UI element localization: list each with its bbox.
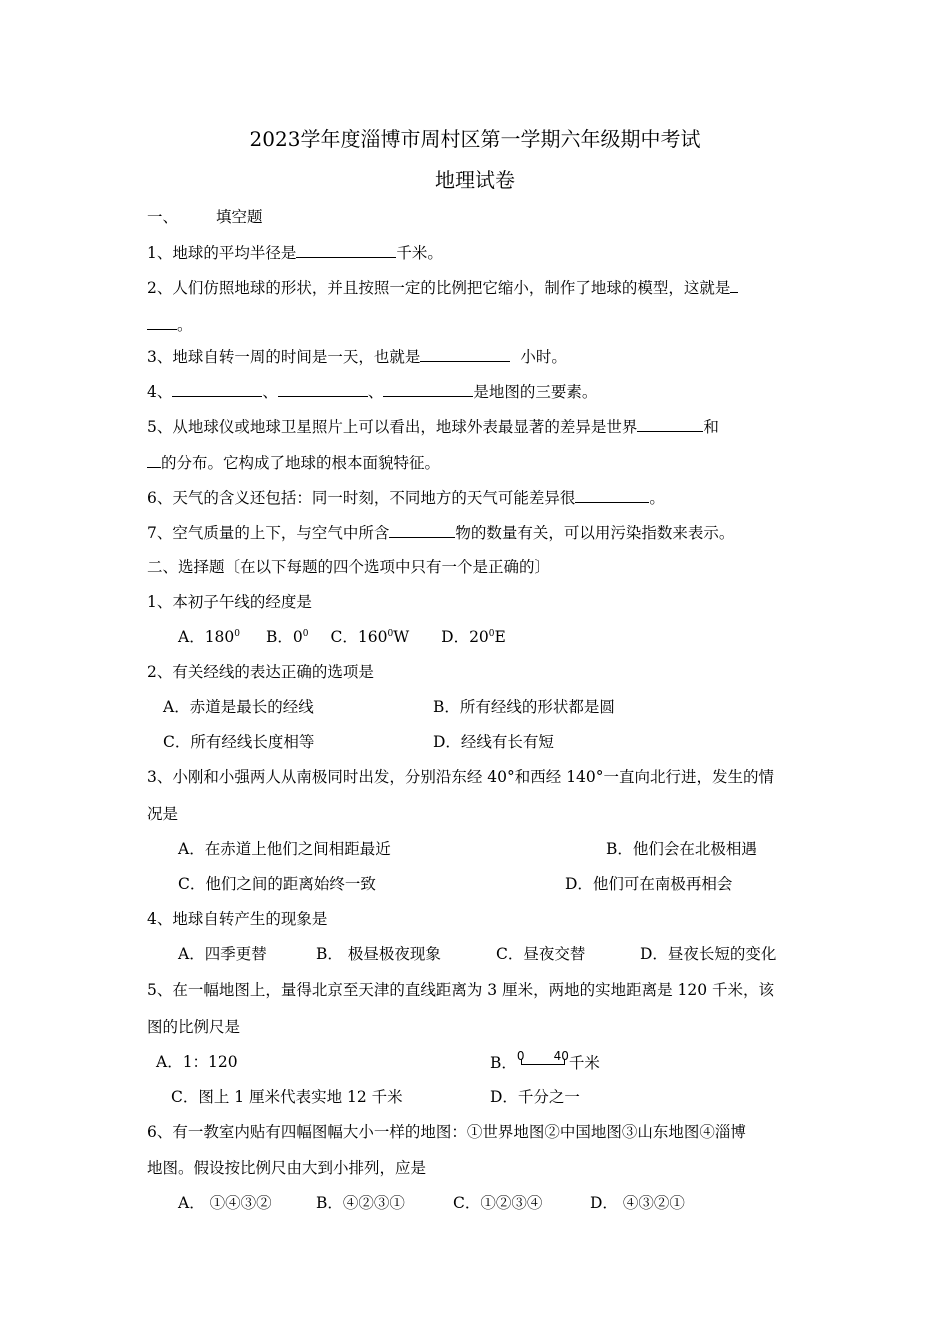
s2-q1-options (178, 627, 506, 647)
s1-q7-text: 7、空气质量的上下，与空气中所含 (147, 524, 390, 542)
option-b[interactable] (490, 1049, 600, 1073)
s1-q4-post: 是地图的三要素。 (473, 383, 598, 401)
answer-blank[interactable] (637, 416, 703, 432)
s1-q1-post: 千米。 (396, 244, 443, 262)
option-b-unit: 千米 (568, 1054, 600, 1072)
s1-question-4 (147, 381, 597, 402)
option-b[interactable]: B．$0^0$ (266, 628, 309, 646)
s1-q6-post: 。 (649, 489, 665, 507)
s2-q5-stem-cont: 图的比例尺是 (147, 1018, 241, 1036)
answer-blank[interactable] (383, 381, 473, 397)
exam-subtitle: 地理试卷 (435, 168, 515, 192)
s2-q3-stem-cont: 况是 (147, 805, 179, 823)
s1-question-5-cont (147, 452, 440, 473)
s1-question-7 (147, 522, 734, 543)
section1-heading-text: 填空题 (216, 208, 263, 226)
option-a[interactable]: A．赤道是最长的经线 (163, 698, 314, 716)
s1-question-2-cont (147, 314, 193, 335)
s2-q4-stem: 4、地球自转产生的现象是 (147, 910, 328, 928)
s1-q2-text: 2、人们仿照地球的形状，并且按照一定的比例把它缩小，制作了地球的模型，这就是 (147, 279, 731, 297)
s1-question-1 (147, 242, 443, 263)
answer-blank[interactable] (147, 452, 161, 468)
s1-q3-post: 小时。 (520, 348, 567, 366)
option-c[interactable]: C．图上 1 厘米代表实地 12 千米 (171, 1088, 403, 1106)
option-a[interactable]: A．四季更替 (178, 945, 267, 963)
option-c[interactable]: C．所有经线长度相等 (163, 733, 315, 751)
s1-q7-post: 物的数量有关，可以用污染指数来表示。 (455, 524, 735, 542)
s2-q6-stem: 6、有一教室内贴有四幅图幅大小一样的地图：①世界地图②中国地图③山东地图④淄博 (147, 1123, 746, 1141)
s1-q4-sep: 、 (262, 383, 278, 401)
answer-blank[interactable] (147, 314, 177, 330)
option-d[interactable]: D．千分之一 (490, 1088, 580, 1106)
option-b-label: B． (490, 1054, 517, 1072)
option-b[interactable]: B． 极昼极夜现象 (316, 945, 441, 963)
s2-q1-stem: 1、本初子午线的经度是 (147, 593, 312, 611)
s1-q5-text: 5、从地球仪或地球卫星照片上可以看出，地球外表最显著的差异是世界 (147, 418, 638, 436)
answer-blank[interactable] (296, 242, 396, 258)
s1-question-3 (147, 346, 567, 367)
s1-q5-post: 和 (703, 418, 719, 436)
section2-heading: 二、选择题〔在以下每题的四个选项中只有一个是正确的〕 (147, 558, 551, 576)
s1-q2-cont: 。 (177, 316, 193, 334)
s1-q4-sep: 、 (367, 383, 384, 401)
section1-heading (147, 207, 263, 227)
answer-blank[interactable] (420, 346, 510, 362)
option-d[interactable]: D．$20^0E$ (441, 628, 506, 646)
option-b[interactable]: B．所有经线的形状都是圆 (433, 698, 615, 716)
s2-q2-stem: 2、有关经线的表达正确的选项是 (147, 663, 374, 681)
option-c[interactable]: C．①②③④ (453, 1194, 543, 1212)
option-c[interactable]: C．昼夜交替 (496, 945, 586, 963)
s1-question-2 (147, 277, 738, 298)
option-a[interactable]: A．1：120 (156, 1053, 238, 1071)
option-a[interactable]: A．在赤道上他们之间相距最近 (178, 840, 391, 858)
s1-q3-text: 3、地球自转一周的时间是一天，也就是 (147, 348, 421, 366)
option-b[interactable]: B．④②③① (316, 1194, 405, 1212)
s1-question-5 (147, 416, 719, 437)
section1-heading-num: 一、 (147, 208, 179, 226)
option-d[interactable]: D．他们可在南极再相会 (565, 875, 733, 893)
option-c[interactable]: C．他们之间的距离始终一致 (178, 875, 376, 893)
option-d[interactable]: D． ④③②① (590, 1194, 685, 1212)
s1-q6-text: 6、天气的含义还包括：同一时刻，不同地方的天气可能差异很 (147, 489, 576, 507)
option-b[interactable]: B．他们会在北极相遇 (606, 840, 757, 858)
line-scale-bar: 0 40 (516, 1049, 569, 1063)
answer-blank[interactable] (389, 522, 455, 538)
s2-q5-stem: 5、在一幅地图上，量得北京至天津的直线距离为 3 厘米，两地的实地距离是 120 千米，该 (147, 981, 775, 999)
option-d[interactable]: D．经线有长有短 (433, 733, 554, 751)
option-a[interactable]: A．$180^0$ (178, 628, 241, 646)
option-d[interactable]: D．昼夜长短的变化 (640, 945, 777, 963)
option-c[interactable]: C．$160^0W$ (330, 628, 410, 646)
option-a[interactable]: A． ①④③② (178, 1194, 272, 1212)
exam-title: 2023学年度淄博市周村区第一学期六年级期中考试 (249, 127, 701, 151)
s2-q3-stem: 3、小刚和小强两人从南极同时出发，分别沿东经 40°和西经 140°一直向北行进，发生的情 (147, 768, 775, 786)
s1-q5-cont: 的分布。它构成了地球的根本面貌特征。 (161, 454, 441, 472)
answer-blank[interactable] (730, 277, 738, 293)
answer-blank[interactable] (172, 381, 262, 397)
answer-blank[interactable] (278, 381, 368, 397)
s2-q6-stem-cont: 地图。假设按比例尺由大到小排列，应是 (147, 1159, 427, 1177)
s1-q4-num: 4、 (147, 383, 173, 401)
s1-q1-text: 1、地球的平均半径是 (147, 244, 297, 262)
answer-blank[interactable] (575, 487, 649, 503)
s1-question-6 (147, 487, 665, 508)
